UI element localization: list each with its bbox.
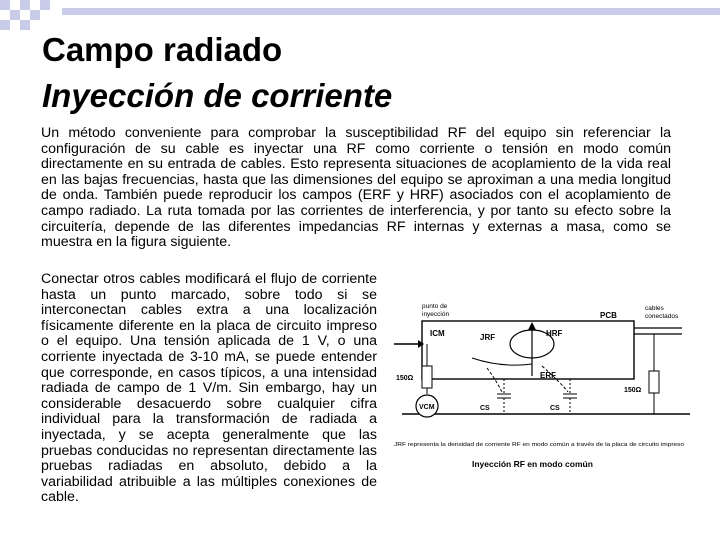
injection-arrow-icon <box>418 340 424 348</box>
label-erf: ERF <box>540 371 556 380</box>
label-cables-2: conectados <box>645 313 679 320</box>
body-paragraph-1: Un método conveniente para comprobar la susceptibilidad RF del equipo sin referenciar la configuración de su cable es inyectar una RF como corriente o tensión en modo común directamente en su entrada de cables. Esto representa situaciones de acoplamiento de la vida real en las bajas frecuencias, hasta que las dimensiones del equipo se aproximan a una media longitud de onda. También puede reproducir los campos (ERF y HRF) asociados con el acoplamiento de campo radiado. La ruta tomada por las corrientes de interferencia, y por tanto su efecto sobre la circuitería, depende de las diferentes impedancias RF internas y externas a masa, como se muestra en la figura siguiente. <box>41 125 671 251</box>
label-icm: ICM <box>430 329 445 338</box>
left-resistor <box>422 366 432 388</box>
caption-note: JRF representa la densidad de corriente RF en modo común a través de la placa de circuito impreso <box>394 442 684 448</box>
label-resistor-left: 150Ω <box>396 375 414 382</box>
label-injection-2: inyección <box>422 311 450 318</box>
right-resistor <box>649 371 659 393</box>
label-cs-left: CS <box>480 405 490 412</box>
label-vcm: VCM <box>419 404 435 411</box>
label-jrf: JRF <box>480 333 496 342</box>
jrf-arrow <box>472 358 532 365</box>
rf-injection-diagram <box>392 296 692 476</box>
field-arrow-left <box>487 368 502 392</box>
label-resistor-right: 150Ω <box>624 387 642 394</box>
slide-title: Campo radiado <box>42 31 283 68</box>
slide-subtitle: Inyección de corriente <box>42 77 393 114</box>
hrf-arrow-head-icon <box>528 322 536 330</box>
body-paragraph-2: Conectar otros cables modificará el flujo de corriente hasta un punto marcado, sobre todo si se interconectan cables extra a una localización físicamente diferente en la placa de circuito impreso o el equipo. Una tensión aplicada de 1 V, o una corriente inyectada de 3-10 mA, se puede entender que corresponde, en casos típicos, a una intensidad radiada de campo de 1 V/m. Sin embargo, hay un considerable desacuerdo sobre cualquier cifra individual para la transformación de radiada a inyectada, y se acepta generalmente que las pruebas conducidas no representan directamente las pruebas radiadas en absoluto, debido a la variabilidad atribuible a las múltiples conexiones de cable. <box>41 271 377 506</box>
label-pcb: PCB <box>600 311 617 320</box>
label-cables-1: cables <box>645 305 664 312</box>
label-cs-right: CS <box>550 405 560 412</box>
label-hrf: HRF <box>546 329 563 338</box>
caption-title: Inyección RF en modo común <box>472 459 593 469</box>
label-injection-1: punto de <box>422 303 448 310</box>
stray-capacitor-left <box>497 379 511 414</box>
stray-capacitor-right <box>563 379 577 414</box>
